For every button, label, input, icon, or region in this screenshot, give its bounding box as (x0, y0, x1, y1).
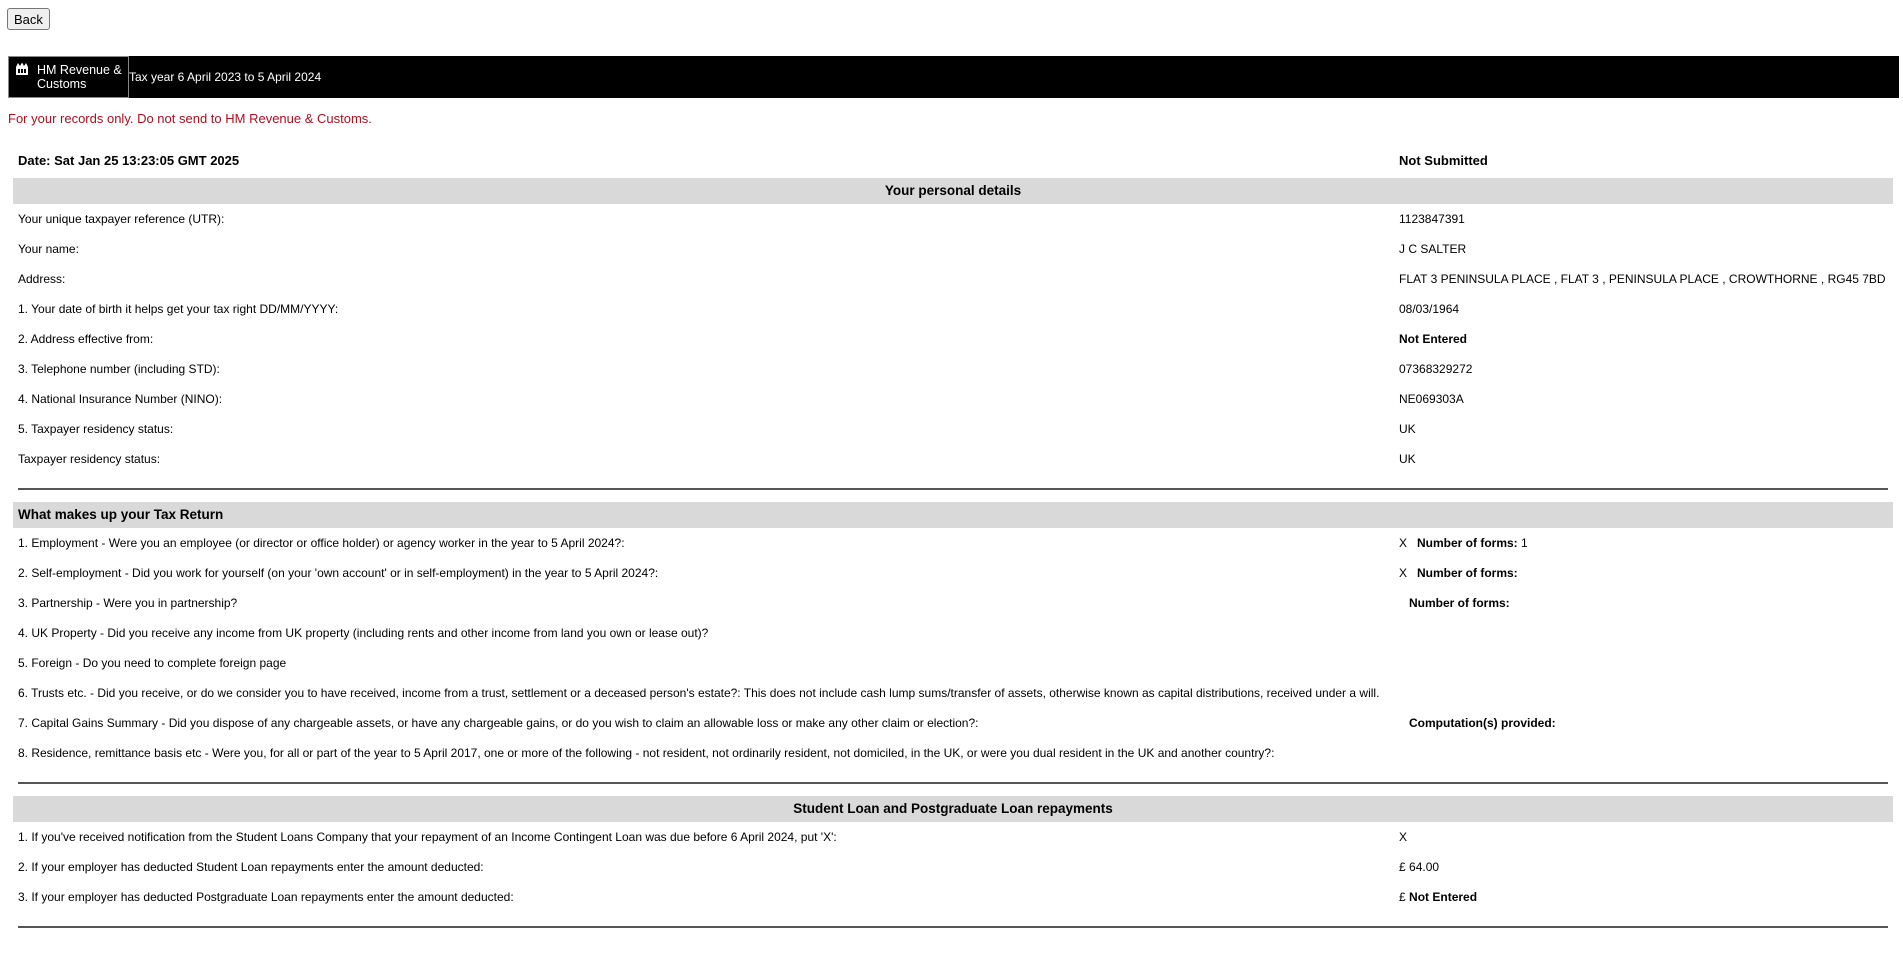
crown-crest-icon (15, 62, 29, 76)
detail-label: 2. Address effective from: (18, 332, 154, 346)
forms-label: Number of forms: (1409, 596, 1510, 610)
detail-label: Address: (18, 272, 66, 286)
loan-value (1399, 852, 1439, 882)
detail-row (13, 354, 1893, 384)
return-summary (13, 144, 1893, 940)
detail-value: UK (1399, 452, 1416, 466)
detail-row (13, 324, 1893, 354)
student-loan-list (13, 822, 1893, 912)
org-name: HM Revenue & Customs (37, 63, 122, 91)
return-label: 4. UK Property - Did you receive any income from UK property (including rents and other income from land you own or lease out)? (18, 626, 709, 640)
currency-symbol: £ (1399, 860, 1406, 874)
loan-label: 2. If your employer has deducted Student Loan repayments enter the amount deducted: (18, 860, 484, 874)
return-value (1399, 528, 1528, 558)
forms-count: 1 (1521, 536, 1528, 550)
detail-row (13, 444, 1893, 474)
computation-label: Computation(s) provided: (1409, 716, 1556, 730)
detail-row (13, 414, 1893, 444)
selected-mark: X (1399, 536, 1408, 550)
tax-year: Tax year 6 April 2023 to 5 April 2024 (129, 70, 322, 84)
currency-symbol: £ (1399, 890, 1406, 904)
loan-label: 3. If your employer has deducted Postgraduate Loan repayments enter the amount deducted: (18, 890, 514, 904)
loan-amount: Not Entered (1409, 890, 1478, 904)
return-row (13, 588, 1893, 618)
return-label: 6. Trusts etc. - Did you receive, or do we consider you to have received, income from a trust, settlement or a deceased person's estate?: This does not include cash lump sums/transfer of assets, otherwise known as capital distributions, received under a will. (18, 686, 1380, 700)
return-row (13, 678, 1893, 708)
detail-label: Taxpayer residency status: (18, 452, 161, 466)
loan-value: X (1399, 830, 1408, 844)
back-button[interactable]: Back (7, 8, 50, 30)
detail-value: J C SALTER (1399, 242, 1467, 256)
return-value (1399, 588, 1510, 618)
loan-amount: 64.00 (1409, 860, 1440, 874)
section-divider (18, 926, 1888, 928)
loan-value (1399, 882, 1477, 912)
detail-label: Your name: (18, 242, 79, 256)
detail-value: 1123847391 (1399, 212, 1465, 226)
detail-value: 07368329272 (1399, 362, 1473, 376)
detail-row (13, 234, 1893, 264)
personal-details-list (13, 204, 1893, 474)
section-divider (18, 488, 1888, 490)
return-label: 7. Capital Gains Summary - Did you dispose of any chargeable assets, or have any chargeable gains, or do you wish to claim an allowable loss or make any other claim or election?: (18, 716, 979, 730)
tax-return-list (13, 528, 1893, 768)
detail-row (13, 384, 1893, 414)
detail-value: 08/03/1964 (1399, 302, 1460, 316)
loan-row (13, 882, 1893, 912)
detail-label: 1. Your date of birth it helps get your tax right DD/MM/YYYY: (18, 302, 339, 316)
return-label: 2. Self-employment - Did you work for yourself (on your 'own account' or in self-employment) in the year to 5 April 2024?: (18, 566, 659, 580)
detail-row (13, 294, 1893, 324)
section-divider (18, 782, 1888, 784)
detail-label: Your unique taxpayer reference (UTR): (18, 212, 225, 226)
detail-label: 3. Telephone number (including STD): (18, 362, 220, 376)
detail-value: NE069303A (1399, 392, 1464, 406)
hmrc-logo (8, 56, 129, 98)
loan-row (13, 822, 1893, 852)
forms-label: Number of forms: (1417, 566, 1518, 580)
detail-row (13, 264, 1893, 294)
return-label: 3. Partnership - Were you in partnership? (18, 596, 238, 610)
return-label: 5. Foreign - Do you need to complete foreign page (18, 656, 287, 670)
return-row (13, 648, 1893, 678)
loan-row (13, 852, 1893, 882)
date-text: Date: Sat Jan 25 13:23:05 GMT 2025 (18, 153, 240, 168)
return-label: 1. Employment - Were you an employee (or director or office holder) or agency worker in the year to 5 April 2024?: (18, 536, 625, 550)
loan-label: 1. If you've received notification from the Student Loans Company that your repayment of an Income Contingent Loan was due before 6 April 2024, put 'X': (18, 830, 837, 844)
return-row (13, 618, 1893, 648)
return-value (1399, 558, 1518, 588)
records-note: For your records only. Do not send to HM Revenue & Customs. (8, 111, 372, 126)
detail-label: 4. National Insurance Number (NINO): (18, 392, 223, 406)
date-status-row (13, 144, 1893, 178)
detail-label: 5. Taxpayer residency status: (18, 422, 174, 436)
return-row (13, 528, 1893, 558)
student-loan-heading: Student Loan and Postgraduate Loan repayments (13, 796, 1893, 822)
personal-details-heading: Your personal details (13, 178, 1893, 204)
selected-mark: X (1399, 566, 1408, 580)
return-row (13, 708, 1893, 738)
hmrc-banner (8, 56, 1899, 98)
return-row (13, 738, 1893, 768)
detail-value: UK (1399, 422, 1416, 436)
detail-value: Not Entered (1399, 332, 1468, 346)
detail-row (13, 204, 1893, 234)
forms-label: Number of forms: (1417, 536, 1518, 550)
return-row (13, 558, 1893, 588)
tax-return-heading: What makes up your Tax Return (13, 502, 1893, 528)
submission-status: Not Submitted (1399, 153, 1488, 168)
detail-value: FLAT 3 PENINSULA PLACE , FLAT 3 , PENINSULA PLACE , CROWTHORNE , RG45 7BD (1399, 272, 1886, 286)
return-label: 8. Residence, remittance basis etc - Were you, for all or part of the year to 5 April 2017, one or more of the following - not resident, not ordinarily resident, not domiciled, in the UK, or were you dual resident in the UK and another country?: (18, 746, 1275, 760)
